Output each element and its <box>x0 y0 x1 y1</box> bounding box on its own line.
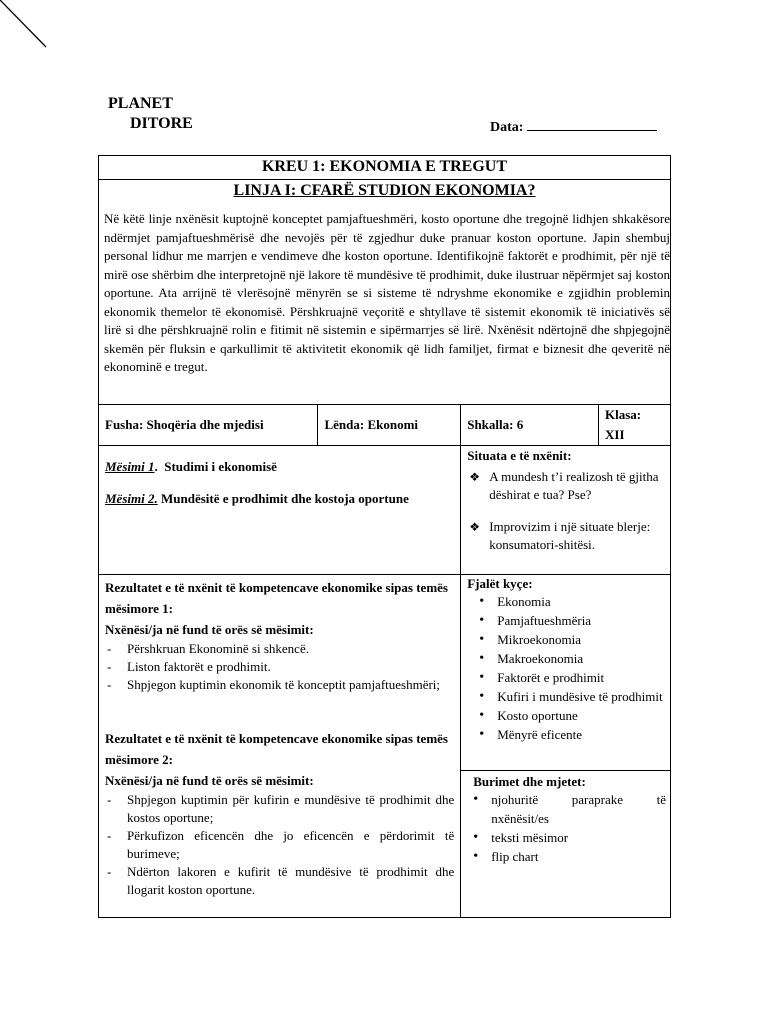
situation-heading: Situata e të nxënit: <box>467 448 572 463</box>
lesson-1 <box>105 458 454 476</box>
line-heading: LINJA I: CFARË STUDION EKONOMIA? <box>233 182 536 199</box>
field-lenda: Lënda: Ekonomi <box>318 405 461 446</box>
situation-item <box>469 468 662 504</box>
lesson-1-label: Mësimi 1 <box>105 459 155 474</box>
list-item: - Përshkruan Ekonominë si shkencë. <box>105 640 454 658</box>
resources-list <box>461 790 670 866</box>
diamond-bullet-icon: ❖ <box>469 520 480 534</box>
results-1-heading: Rezultatet e të nxënit të kompetencave ekonomike sipas temës mësimore 1: <box>105 580 448 616</box>
resource-item: • teksti mësimor <box>461 828 670 847</box>
document-title <box>108 94 193 134</box>
corner-diagonal-line <box>0 0 60 60</box>
list-item: - Liston faktorët e prodhimit. <box>105 658 454 676</box>
lesson-1-sep: . <box>154 459 158 474</box>
klasa-value: XII <box>605 427 625 442</box>
list-item: - Shpjegon kuptimin ekonomik të konceptit pamjaftueshmëri; <box>105 676 454 694</box>
lesson-2-label: Mësimi 2. <box>105 491 158 506</box>
lesson-2-title: Mundësitë e prodhimit dhe kostoja oportune <box>157 491 409 506</box>
situation-item-text: Improvizim i një situate blerje: konsumatori-shitësi. <box>489 519 651 552</box>
situation-cell <box>461 446 671 575</box>
results-1-list <box>105 640 454 694</box>
keyword-item: • Mënyrë eficente <box>467 725 666 744</box>
situation-item <box>469 518 662 554</box>
intro-cell <box>99 180 671 405</box>
lesson-1-title: Studimi i ekonomisë <box>157 459 277 474</box>
klasa-label: Klasa: <box>605 407 642 422</box>
situation-item-text: A mundesh t’i realizosh të gjitha dëshirat e tua? Pse? <box>489 469 659 502</box>
results-2-list <box>105 791 454 899</box>
diamond-bullet-icon: ❖ <box>469 470 480 484</box>
keywords-list <box>467 592 666 744</box>
keywords-resources-cell <box>461 575 671 918</box>
keyword-item: • Mikroekonomia <box>467 630 666 649</box>
results-2-subheading: Nxënësi/ja në fund të orës së mësimit: <box>105 773 314 788</box>
field-shkalla: Shkalla: 6 <box>461 405 599 446</box>
chapter-heading: KREU 1: EKONOMIA E TREGUT <box>99 156 671 180</box>
title-line-2: DITORE <box>130 115 193 132</box>
resources-heading: Burimet dhe mjetet: <box>473 774 586 789</box>
resource-item: • flip chart <box>461 847 670 866</box>
lesson-plan-table <box>98 155 671 918</box>
keyword-item: • Makroekonomia <box>467 649 666 668</box>
keyword-item: • Ekonomia <box>467 592 666 611</box>
keywords-heading: Fjalët kyçe: <box>467 576 533 591</box>
list-item: - Ndërton lakoren e kufirit të mundësive të prodhimit dhe llogarit koston oportune. <box>105 863 454 899</box>
date-field <box>490 118 657 136</box>
list-item: - Shpjegon kuptimin për kufirin e mundësive të prodhimit dhe kostos oportune; <box>105 791 454 827</box>
keyword-item: • Faktorët e prodhimit <box>467 668 666 687</box>
field-fusha: Fusha: Shoqëria dhe mjedisi <box>99 405 318 446</box>
title-line-1: PLANET <box>108 95 173 112</box>
date-blank-line[interactable] <box>527 118 657 131</box>
list-item: - Përkufizon eficencën dhe jo eficencën e përdorimit të burimeve; <box>105 827 454 863</box>
lesson-2 <box>105 490 454 508</box>
keyword-item: • Kosto oportune <box>467 706 666 725</box>
keyword-item: • Pamjaftueshmëria <box>467 611 666 630</box>
keywords-section <box>461 575 670 771</box>
lessons-cell <box>99 446 461 575</box>
field-klasa <box>599 405 671 446</box>
results-2-heading: Rezultatet e të nxënit të kompetencave ekonomike sipas temës mësimore 2: <box>105 731 448 767</box>
resources-section <box>461 773 670 866</box>
keyword-item: • Kufiri i mundësive të prodhimit <box>467 687 666 706</box>
results-1-subheading: Nxënësi/ja në fund të orës së mësimit: <box>105 622 314 637</box>
intro-paragraph: Në këtë linje nxënësit kuptojnë konceptet pamjaftueshmëri, kosto oportune dhe tregojnë lidhjen shkakësore ndërmjet pamjaftueshmërisë dhe nevojës për të zgjedhur duke pranuar koston oportune. Japin shembuj personal lidhur me marrjen e vendimeve dhe koston oportune. Identifikojnë faktorët e prodhimit, për një të mirë ose shërbim dhe interpretojnë një lakore të mundësive të prodhimit, duke ilustruar nëpërmjet saj koston oportune. Ata arrijnë të vlerësojnë mënyrën se si sisteme të ndryshme ekonomike e zgjidhin problemin ekonomik themelor të ekonomisë. Përshkruajnë veçoritë e shtyllave të sistemit ekonomik të iniciativës së lirë si dhe përshkruajnë rolin e fitimit në sistemin e sipërmarrjes së lirë. Nxënësit ndërtojnë dhe shpjegojnë skemën për fluksin e qarkullimit të aktivitetit ekonomik që lidh familjet, firmat e biznesit dhe qeveritë në ekonominë e tregut. <box>104 211 670 374</box>
resource-item: • njohuritë paraprake të nxënësit/es <box>461 790 670 828</box>
date-label: Data: <box>490 120 524 135</box>
results-cell <box>99 575 461 918</box>
